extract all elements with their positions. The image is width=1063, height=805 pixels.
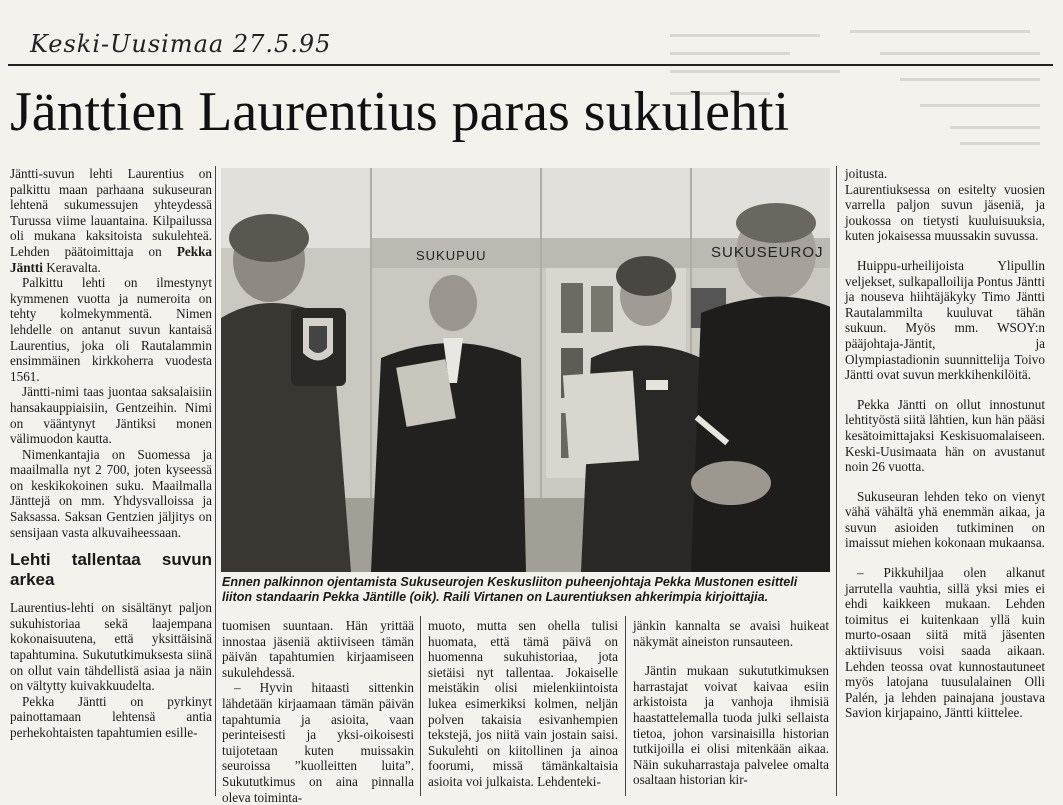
- col1-p1-end: Keravalta.: [42, 259, 101, 275]
- col1-p1-text: Jäntti-suvun lehti Laurentius on palkittu maan parhaana sukuseuran lehtenä sukumessujen yhteydessä Turussa viime lauantaina. Kilpailussa oli mukana kaksitoista sukulehteä. Lehden päätoimittaja on: [10, 166, 212, 259]
- column-rule: [625, 616, 626, 796]
- photo-banner-right: SUKUSEUROJ: [711, 244, 824, 261]
- col5-paragraph-3: Huippu-urheilijoista Ylipullin veljekset, sulkapalloilija Pontus Jäntti ja nouseva hiihtäjäkyky Timo Jäntti Rautalammilta kuuluvat tähän sukuun. Myös mm. WSOY:n pääjohtaja-Jäntit, ja Olympiastadionin suunnittelija Toivo Jäntti ovat suvun merkkihenkilöitä.: [845, 257, 1045, 383]
- col5-paragraph-1: joitusta.: [845, 166, 888, 181]
- masthead-rule: [8, 64, 1053, 66]
- col1-paragraph-2: Palkittu lehti on ilmestynyt kymmenen vuotta ja numeroita on tehty kolmekymmentä. Nimen lehdelle on antanut suvun kantaisä Laurentius, joka oli Rautalammin ensimmäinen kirkkoherra vuodesta 1561.: [10, 275, 212, 384]
- column-5: [845, 166, 1045, 721]
- photo-banner-left: SUKUPUU: [416, 248, 487, 263]
- col1-paragraph-6: Pekka Jäntti on pyrkinyt painottamaan lehtensä antia perhekohtaisten tapahtumien esille-: [10, 693, 212, 740]
- headline: Jänttien Laurentius paras sukulehti: [10, 81, 790, 143]
- col1-paragraph-3: Jäntti-nimi taas juontaa saksalaisiin hansakauppiaisiin, Gentzeihin. Nimi on vääntynyt Jäntiksi monen välimuodon kautta.: [10, 384, 212, 447]
- column-rule: [215, 166, 216, 796]
- col1-paragraph-5: Laurentius-lehti on sisältänyt paljon sukuhistoriaa sekä laajempana kokonaisuutena, että yksittäisinä tapahtumina. Sukututkimuksesta siinä on ollut vain tähdellistä asiaa ja näin on vältytty kuivakkuudelta.: [10, 600, 212, 694]
- col3-paragraph-1: muoto, mutta sen ohella tulisi huomata, että tämä päivä on huomenna sukuhistoriaa, jota sietäisi nyt tallentaa. Jokaiselle meistäkin olisi mielenkiintoista lukea esimerkiksi kolmen, neljän polven takaisia esivanhempien tekstejä, jos niitä vain jostain saisi. Sukulehti on kiitollinen ja ainoa foorumi, missä tämänkaltaisia asioita voi julkaista. Lehdenteki-: [428, 618, 618, 789]
- handwritten-source-note: Keski-Uusimaa 27.5.95: [30, 30, 332, 58]
- news-photo: [221, 168, 830, 572]
- col4-paragraph-2: Jäntin mukaan sukututkimuksen harrastajat voivat kaivaa esiin arkistoista ja vanhoja ihmisiä haastattelemalla tuoda julki sellaista tietoa, johon varsinaisilla historian tutkijoilla ei olisi mitenkään aikaa. Näin sukuharrastaja palvelee omalta osaltaan historian kir-: [633, 663, 829, 788]
- photo-caption: Ennen palkinnon ojentamista Sukuseurojen Keskusliiton puheenjohtaja Pekka Mustonen esitteli liiton standaarin Pekka Jäntille (oik). Raili Virtanen on Laurentiuksen ahkerimpia kirjoittajia.: [222, 575, 798, 604]
- col2-paragraph-1: tuomisen suuntaan. Hän yrittää innostaa jäseniä aktiiviseen tämän päivän tapahtumien kirjaamiseen sukulehdessä.: [222, 618, 414, 680]
- column-2: [222, 618, 414, 805]
- column-rule: [420, 616, 421, 796]
- col5-paragraph-4: Pekka Jäntti on ollut innostunut lehtityöstä siitä lähtien, kun hän pääsi kesätoimittajaksi Keskisuomalaiseen. Keski-Uusimaata hän on avustanut noin 26 vuotta.: [845, 396, 1045, 475]
- col2-paragraph-2: – Hyvin hitaasti sittenkin lähdetään kirjaamaan tämän päivän tapahtumia ja asioita, vaan perinteisesti ja yksi-oikoisesti tuijotetaan kuten muissakin seuroissa ”kuolleitten luita”. Sukututkimus on aina pinnalla oleva toiminta-: [222, 680, 414, 805]
- column-4: [633, 618, 829, 788]
- col5-paragraph-5: Sukuseuran lehden teko on vienyt vähä vähältä yhä enemmän aikaa, ja suvun asioiden tutkiminen on imaissut miehen kokonaan mukaansa.: [845, 488, 1045, 551]
- photo-illustration: [221, 168, 830, 572]
- subheading: Lehti tallentaa suvun arkea: [10, 550, 212, 590]
- col5-paragraph-6: – Pikkuhiljaa olen alkanut jarrutella vauhtia, sillä yksi mies ei ehdi kaikkeen mukaan. Lehden toimitus ei kuitenkaan yllä kuin murto-osaan siitä mitä jäsenten aktiivisuus voisi saada aikaan. Lehden teossa ovat kunnostautuneet myös latojana tuusulalainen Olli Palén, ja lehden painajana joustava Savion kirjapaino, Jäntti kiittelee.: [845, 565, 1045, 721]
- col1-paragraph-4: Nimenkantajia on Suomessa ja maailmalla nyt 2 700, joten kyseessä on keskikokoinen suku. Maailmalla Jänttejä on mm. Yhdysvalloissa ja Saksassa. Saksan Gentzien jäljitys on sensijaan vasta alkuvaiheessaan.: [10, 446, 212, 540]
- col1-paragraph-1: [10, 166, 212, 275]
- column-3: [428, 618, 618, 790]
- column-rule: [836, 166, 837, 796]
- col5-paragraph-2: Laurentiuksessa on esitelty vuosien varrella paljon suvun jäseniä, ja joukossa on tietysti kuuluisuuksia, kuten jokaisessa muussakin suvussa.: [845, 181, 1045, 244]
- col4-paragraph-1: jänkin kannalta se avaisi huikeat näkymät aineiston runsauteen.: [633, 618, 829, 649]
- column-1: [10, 166, 212, 741]
- editor-name: Pekka Jäntti: [10, 243, 212, 275]
